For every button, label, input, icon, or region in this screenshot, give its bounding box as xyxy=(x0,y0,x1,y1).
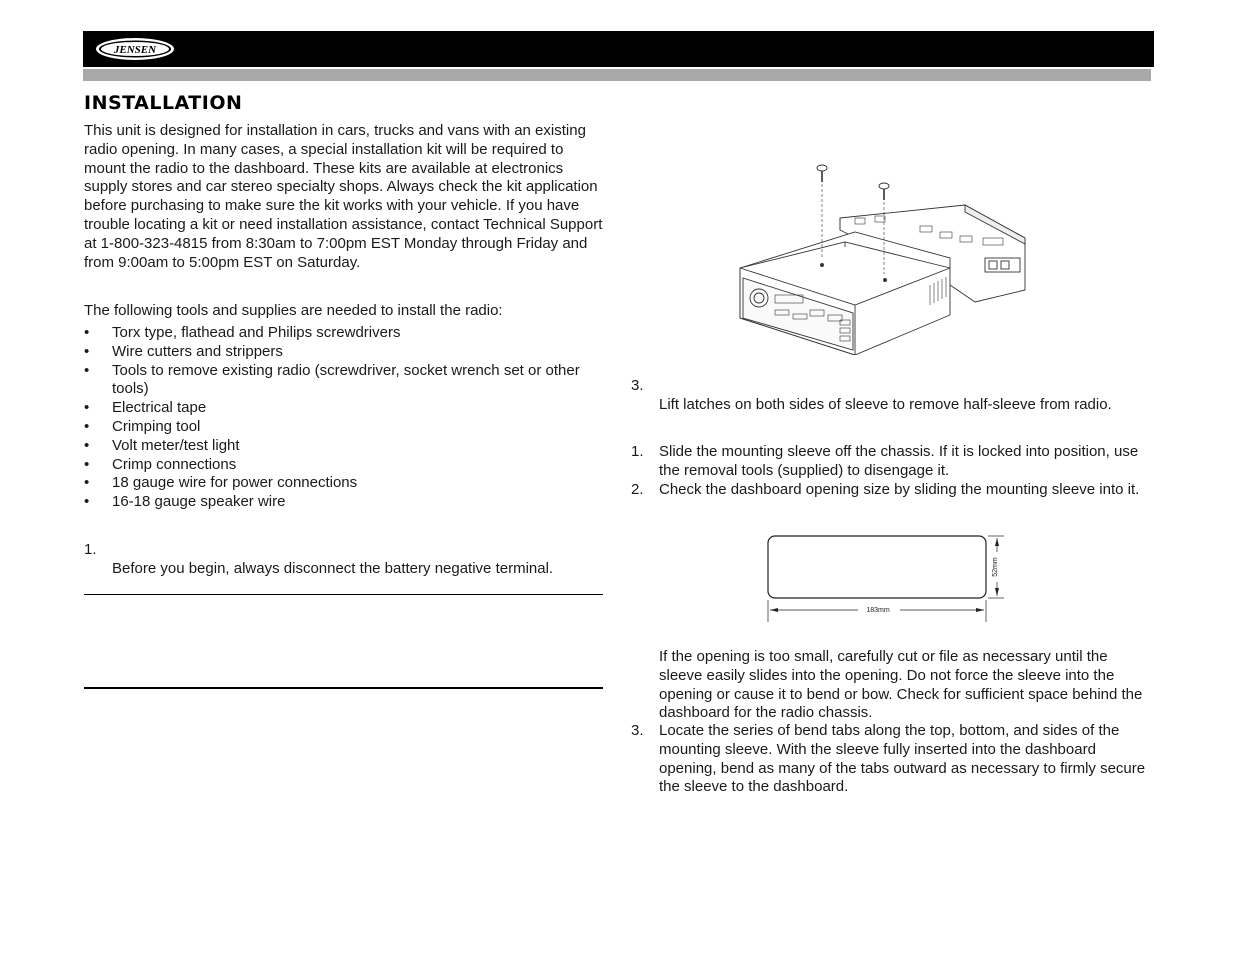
list-item: • Electrical tape xyxy=(84,399,207,417)
bullet-icon: • xyxy=(84,493,90,511)
tools-list xyxy=(84,324,604,512)
list-item: • Torx type, flathead and Philips screwdrivers xyxy=(84,324,401,341)
svg-text:52mm: 52mm xyxy=(992,557,999,577)
list-item xyxy=(631,481,1151,500)
bend-tabs-step xyxy=(631,722,1151,797)
list-item: • Wire cutters and strippers xyxy=(84,342,283,360)
bullet-icon: • xyxy=(84,436,90,454)
step-text: Locate the series of bend tabs along the top, bottom, and sides of the mounting sleeve. With the sleeve fully inserted into the dashboard opening, bend as many of the tabs outward as necessary to firmly secure the sleeve to the dashboard. xyxy=(659,722,1146,796)
step-number: 2. xyxy=(631,480,644,498)
list-item: • Volt meter/test light xyxy=(84,436,240,454)
bullet-icon: • xyxy=(84,342,90,360)
divider xyxy=(84,594,603,595)
bullet-icon: • xyxy=(84,361,90,379)
step-text: Before you begin, always disconnect the battery negative terminal. xyxy=(112,559,554,577)
list-item xyxy=(84,541,604,579)
list-item: • Tools to remove existing radio (screwdriver, socket wrench set or other tools) xyxy=(84,361,580,398)
bullet-icon: • xyxy=(84,474,90,492)
opening-note: If the opening is too small, carefully cut or file as necessary until the sleeve easily slides into the opening. Do not force the sleeve into the opening or cause it to bend or bow. Check for sufficient space behind the dashboard for the radio chassis. xyxy=(659,648,1143,722)
step-number: 1. xyxy=(84,541,97,558)
step-text: Lift latches on both sides of sleeve to remove half-sleeve from radio. xyxy=(659,395,1112,413)
bullet-icon: • xyxy=(84,399,90,417)
svg-text:183mm: 183mm xyxy=(866,607,890,614)
jensen-logo xyxy=(95,37,175,61)
opening-dimension-diagram xyxy=(760,530,1010,625)
bullet-icon: • xyxy=(84,324,90,341)
header-bar xyxy=(83,31,1154,67)
list-item: • Crimping tool xyxy=(84,417,201,435)
list-item: • Crimp connections xyxy=(84,455,237,473)
header-underline xyxy=(83,69,1151,81)
list-item: • 18 gauge wire for power connections xyxy=(84,474,358,492)
mounting-steps xyxy=(631,443,1151,499)
step-number: 3. xyxy=(631,377,644,394)
list-item xyxy=(631,377,1151,415)
step-text: Slide the mounting sleeve off the chassis. If it is locked into position, use the removal tools (supplied) to disengage it. xyxy=(659,443,1139,479)
bullet-icon: • xyxy=(84,417,90,435)
list-item: • 16-18 gauge speaker wire xyxy=(84,493,286,511)
section-title: INSTALLATION xyxy=(84,92,243,114)
radio-sleeve-illustration xyxy=(735,160,1030,355)
remove-half-sleeve-step xyxy=(631,377,1151,415)
step-number: 1. xyxy=(631,443,644,460)
tools-intro: The following tools and supplies are needed to install the radio: xyxy=(84,302,503,319)
list-item xyxy=(631,443,1151,481)
disconnect-battery-step xyxy=(84,541,604,579)
svg-text:JENSEN: JENSEN xyxy=(113,44,157,56)
step-number: 3. xyxy=(631,722,644,739)
bullet-icon: • xyxy=(84,455,90,473)
divider xyxy=(84,687,603,689)
intro-paragraph: This unit is designed for installation in cars, trucks and vans with an existing radio opening. In many cases, a special installation kit will be required to mount the radio to the dashboard. These kits are available at electronics supply stores and car stereo specialty shops. Always check the kit application before purchasing to make sure the kit works with your vehicle. If you have trouble locating a kit or need installation assistance, contact Technical Support at 1-800-323-4815 from 8:30am to 7:00pm EST Monday through Friday and from 9:00am to 5:00pm EST on Saturday. xyxy=(84,122,603,271)
list-item xyxy=(631,722,1151,797)
step-text: Check the dashboard opening size by sliding the mounting sleeve into it. xyxy=(659,480,1140,498)
